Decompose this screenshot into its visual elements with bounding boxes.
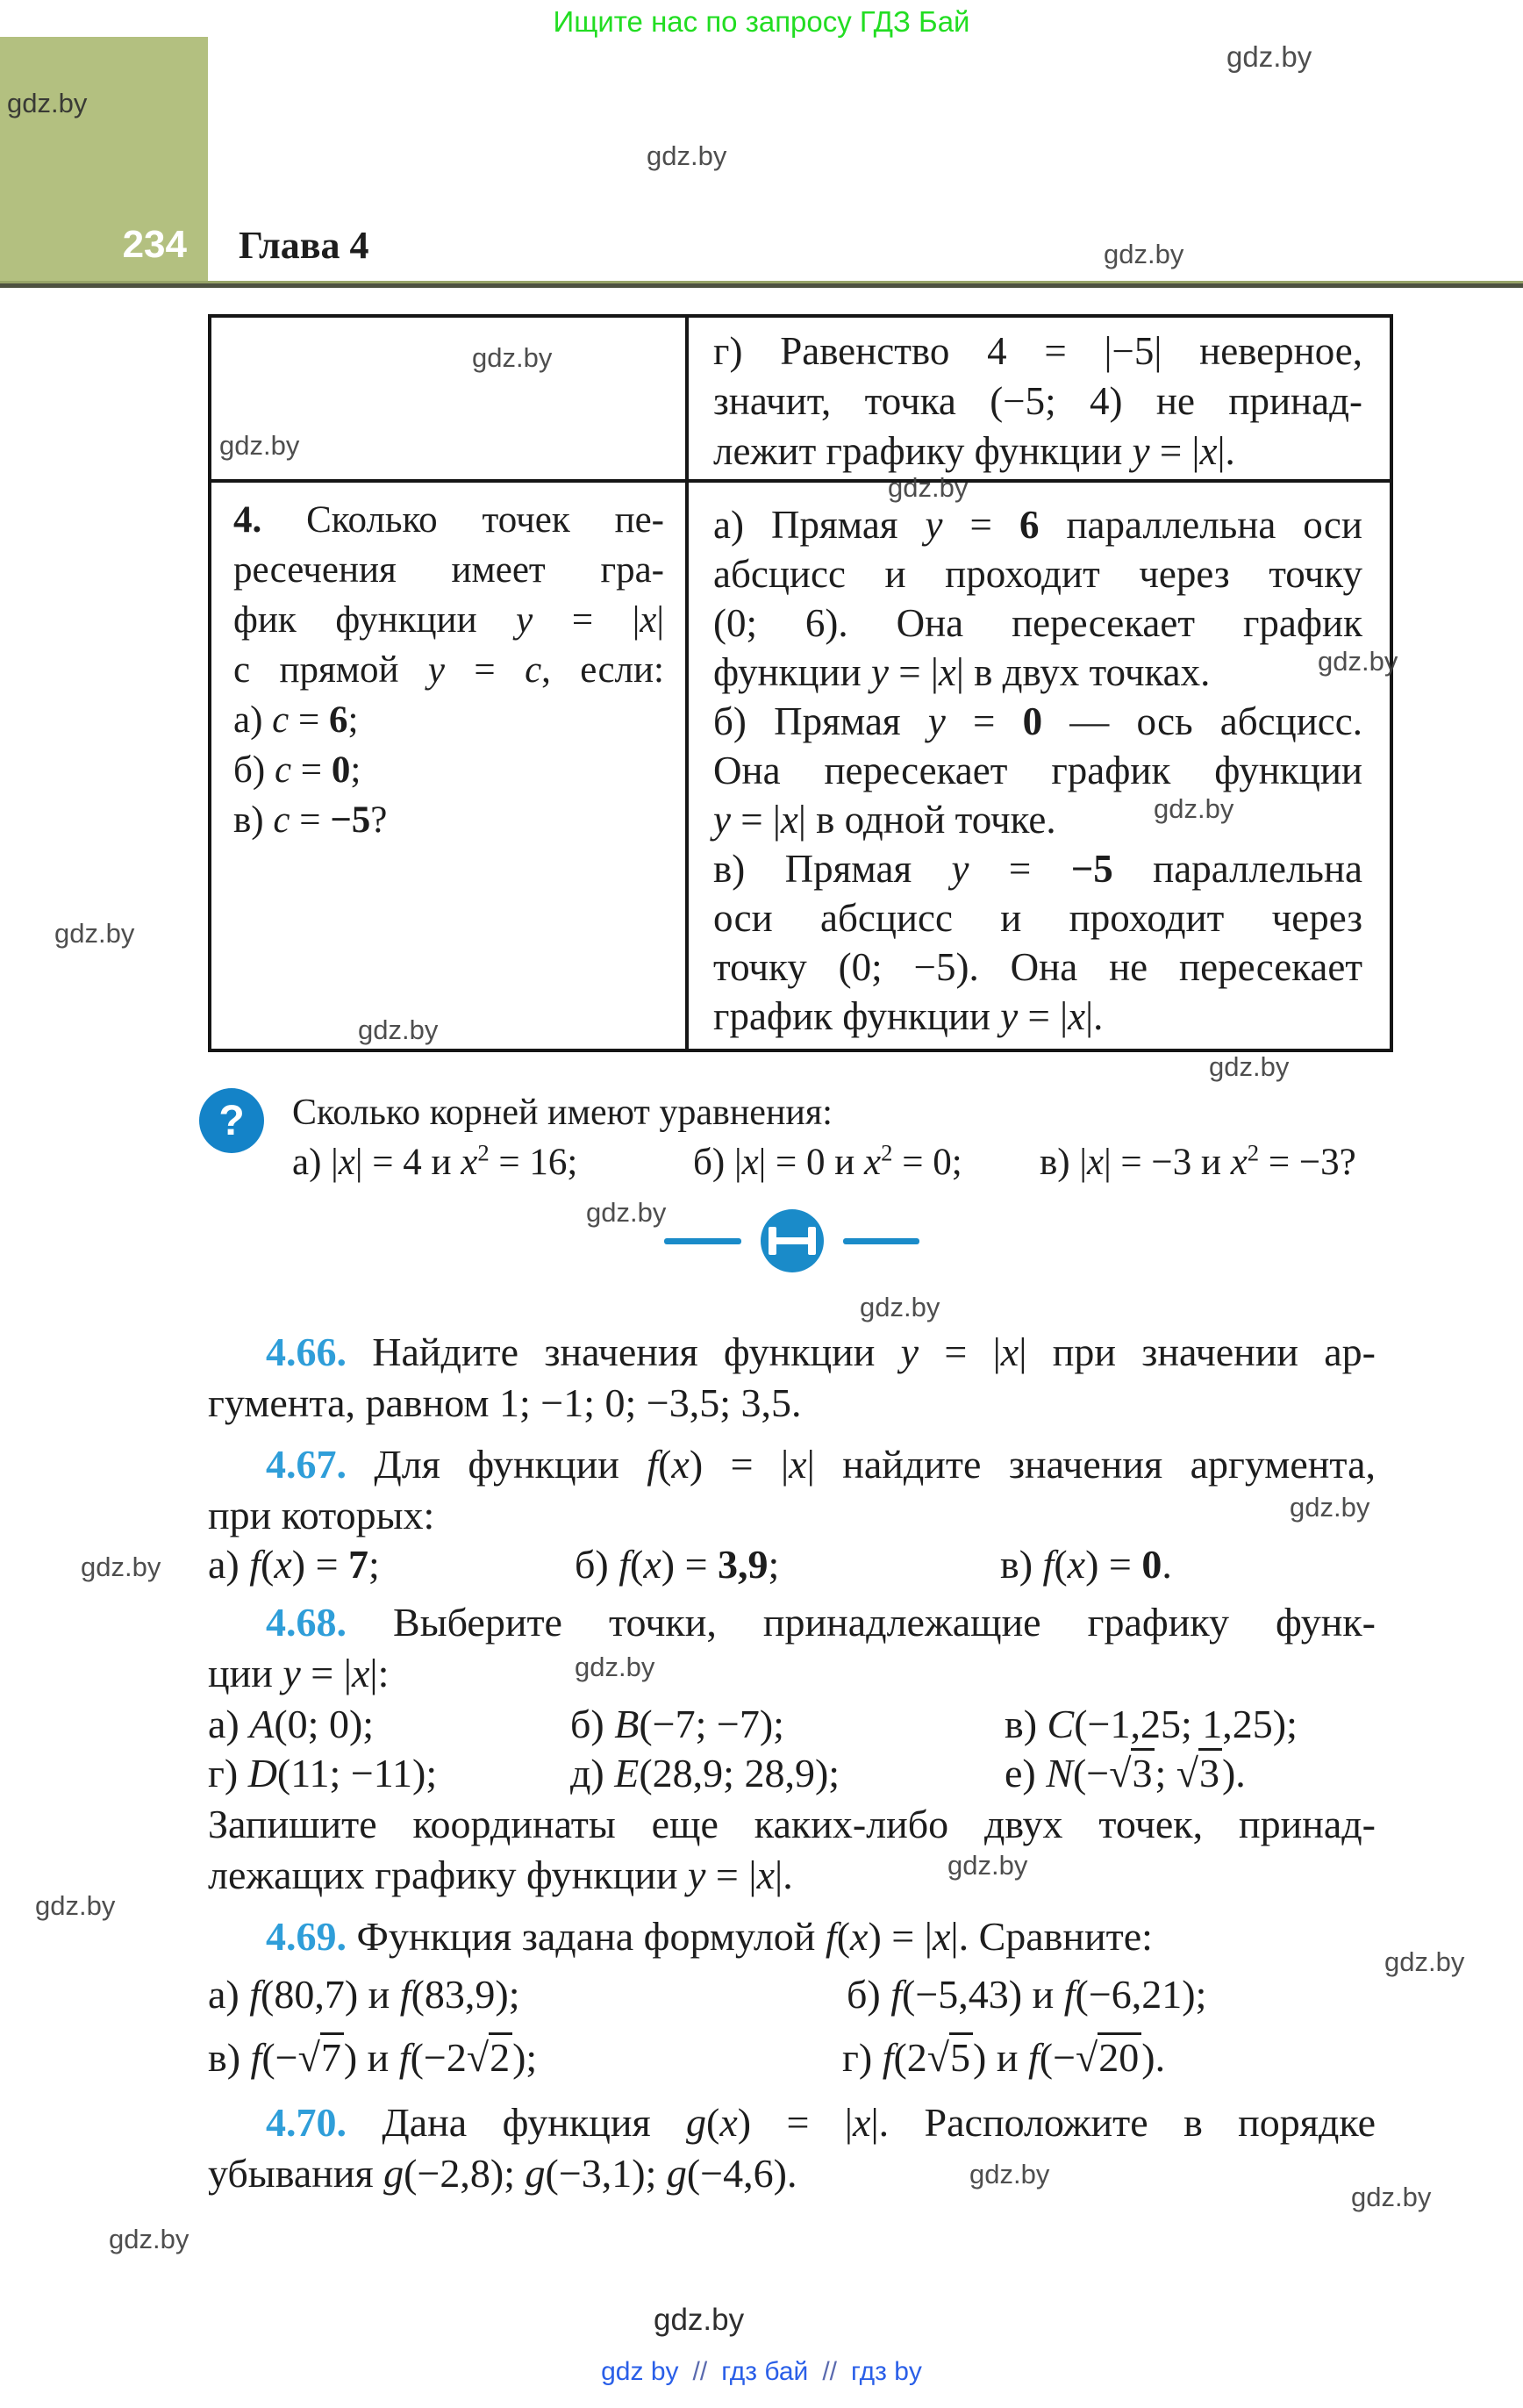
gdz-watermark: gdz.by xyxy=(1209,1051,1290,1082)
table-solution-parts-abv-line-8: в) Прямая y = −5 параллельна xyxy=(713,847,1362,891)
divider-line-right xyxy=(843,1238,919,1244)
gdz-watermark: gdz.by xyxy=(575,1652,655,1682)
problem-4-68-line-9: Запишите координаты еще каких-либо двух точек, принад- xyxy=(208,1802,1376,1846)
gdz-watermark: gdz.by xyxy=(947,1850,1028,1881)
problem-4-68-line-1: 4.68. Выберите точки, принадлежащие графику функ- xyxy=(266,1600,1376,1645)
table-solution-parts-abv-line-2: абсцисс и проходит через точку xyxy=(713,552,1362,596)
table-row-divider xyxy=(208,479,1393,483)
table-solution-parts-abv-line-6: Она пересекает график функции xyxy=(713,749,1362,792)
problem-4-69-line-4: в) f(−√7) и f(−2√2); xyxy=(208,2034,537,2082)
problem-4-67-line-5: в) f(x) = 0. xyxy=(1000,1542,1172,1587)
chapter-title: Глава 4 xyxy=(239,224,369,267)
gdz-watermark: gdz.by xyxy=(1226,40,1312,73)
problem-4-68-line-10: лежащих графику функции y = |x|. xyxy=(208,1853,793,1897)
gdz-watermark: gdz.by xyxy=(1290,1492,1370,1523)
question-mark-icon: ? xyxy=(218,1097,245,1144)
table-problem-4-line-4: с прямой y = c, если: xyxy=(233,649,664,691)
footer-link[interactable]: гдз by xyxy=(851,2357,922,2386)
question-badge xyxy=(199,1088,264,1153)
problem-4-68-line-7: д) E(28,9; 28,9); xyxy=(570,1751,840,1795)
problem-4-70-line-2: убывания g(−2,8); g(−3,1); g(−4,6). xyxy=(208,2151,797,2196)
table-problem-4-line-5: а) c = 6; xyxy=(233,699,359,741)
footer-separator: // xyxy=(822,2357,837,2386)
question-box-line-3: б) |x| = 0 и $x^2 = 0$; xyxy=(693,1139,962,1183)
gdz-watermark: gdz.by xyxy=(472,342,553,373)
gdz-watermark: gdz.by xyxy=(1318,646,1398,677)
problem-4-66-line-1: 4.66. Найдите значения функции y = |x| при значении ар- xyxy=(266,1329,1376,1374)
problem-4-68-line-2: ции y = |x|: xyxy=(208,1651,390,1695)
footer-brand: gdz.by xyxy=(654,2303,745,2337)
page-number: 234 xyxy=(122,223,187,266)
footer-link[interactable]: gdz by xyxy=(601,2357,679,2386)
dumbbell-icon xyxy=(808,1227,816,1255)
problem-4-68-line-5: в) C(−1,25; 1,25); xyxy=(1005,1702,1298,1746)
problem-4-69-line-1: 4.69. Функция задана формулой f(x) = |x|. Сравните: xyxy=(266,1914,1153,1959)
gdz-watermark: gdz.by xyxy=(54,918,135,949)
table-column-divider xyxy=(685,314,689,1052)
problem-4-68-line-3: а) A(0; 0); xyxy=(208,1702,375,1746)
table-solution-parts-abv-line-4: функции y = |x| в двух точках. xyxy=(713,650,1211,694)
table-problem-4-line-7: в) c = −5? xyxy=(233,799,388,841)
problem-4-69-line-5: г) f(2√5) и f(−√20). xyxy=(842,2034,1165,2082)
table-solution-part-g-line-2: значит, точка (−5; 4) не принад- xyxy=(713,379,1362,423)
gdz-watermark: gdz.by xyxy=(358,1014,439,1045)
question-box-line-1: Сколько корней имеют уравнения: xyxy=(292,1093,833,1133)
table-solution-parts-abv-line-7: y = |x| в одной точке. xyxy=(713,798,1056,842)
table-problem-4-line-2: ресечения имеет гра- xyxy=(233,549,664,591)
problem-4-68-line-4: б) B(−7; −7); xyxy=(570,1702,784,1746)
footer-link[interactable]: гдз бай xyxy=(721,2357,809,2386)
problem-4-69-line-2: а) f(80,7) и f(83,9); xyxy=(208,1972,520,2017)
gdz-watermark: gdz.by xyxy=(1351,2182,1432,2212)
problem-4-67-line-4: б) f(x) = 3,9; xyxy=(575,1542,780,1587)
gdz-watermark: gdz.by xyxy=(219,430,300,461)
dumbbell-icon xyxy=(773,1237,812,1244)
problem-4-67-line-3: а) f(x) = 7; xyxy=(208,1542,380,1587)
table-solution-parts-abv-line-11: график функции y = |x|. xyxy=(713,994,1104,1038)
table-problem-4-line-1: 4. Сколько точек пе- xyxy=(233,499,664,541)
table-problem-4-line-3: фик функции y = |x| xyxy=(233,599,664,641)
table-problem-4-line-6: б) c = 0; xyxy=(233,749,361,791)
gdz-watermark: gdz.by xyxy=(586,1197,667,1228)
gdz-watermark: gdz.by xyxy=(7,88,88,118)
footer-links xyxy=(0,2357,1523,2387)
table-solution-part-g-line-1: г) Равенство 4 = |−5| неверное, xyxy=(713,329,1362,373)
gdz-watermark: gdz.by xyxy=(35,1890,116,1921)
gdz-watermark: gdz.by xyxy=(1104,239,1184,269)
problem-4-69-line-3: б) f(−5,43) и f(−6,21); xyxy=(847,1972,1207,2017)
problem-4-67-line-1: 4.67. Для функции f(x) = |x| найдите значения аргумента, xyxy=(266,1442,1376,1487)
table-solution-parts-abv-line-3: (0; 6). Она пересекает график xyxy=(713,601,1362,645)
gdz-watermark: gdz.by xyxy=(647,140,727,171)
divider-line-left xyxy=(664,1238,741,1244)
question-box-line-2: а) |x| = 4 и $x^2 = 16$; xyxy=(292,1139,578,1183)
table-solution-parts-abv-line-1: а) Прямая y = 6 параллельна оси xyxy=(713,503,1362,547)
problem-4-67-line-2: при которых: xyxy=(208,1493,435,1537)
gdz-watermark: gdz.by xyxy=(81,1552,161,1582)
problem-4-68-line-8: е) N(−√3; √3). xyxy=(1005,1750,1246,1797)
table-solution-parts-abv-line-9: оси абсцисс и проходит через xyxy=(713,896,1362,940)
table-solution-parts-abv-line-10: точку (0; −5). Она не пересекает xyxy=(713,945,1362,989)
dumbbell-icon xyxy=(769,1227,776,1255)
header-rule xyxy=(0,281,1523,288)
gdz-watermark: gdz.by xyxy=(1154,793,1234,824)
promo-banner: Ищите нас по запросу ГДЗ Бай xyxy=(553,5,970,38)
exercise-divider-badge xyxy=(761,1209,824,1272)
problem-4-68-line-6: г) D(11; −11); xyxy=(208,1751,438,1795)
table-solution-parts-abv-line-5: б) Прямая y = 0 — ось абсцисс. xyxy=(713,699,1362,743)
gdz-watermark: gdz.by xyxy=(860,1292,940,1322)
gdz-watermark: gdz.by xyxy=(1384,1946,1465,1977)
problem-4-66-line-2: гумента, равном 1; −1; 0; −3,5; 3,5. xyxy=(208,1380,802,1425)
gdz-watermark: gdz.by xyxy=(888,472,969,503)
table-solution-part-g-line-3: лежит графику функции y = |x|. xyxy=(713,429,1235,473)
gdz-watermark: gdz.by xyxy=(109,2224,189,2254)
question-box-line-4: в) |x| = −3 и $x^2 = -3$? xyxy=(1040,1139,1356,1183)
footer-separator: // xyxy=(692,2357,708,2386)
problem-4-70-line-1: 4.70. Дана функция g(x) = |x|. Расположите в порядке xyxy=(266,2100,1376,2145)
gdz-watermark: gdz.by xyxy=(969,2159,1050,2189)
